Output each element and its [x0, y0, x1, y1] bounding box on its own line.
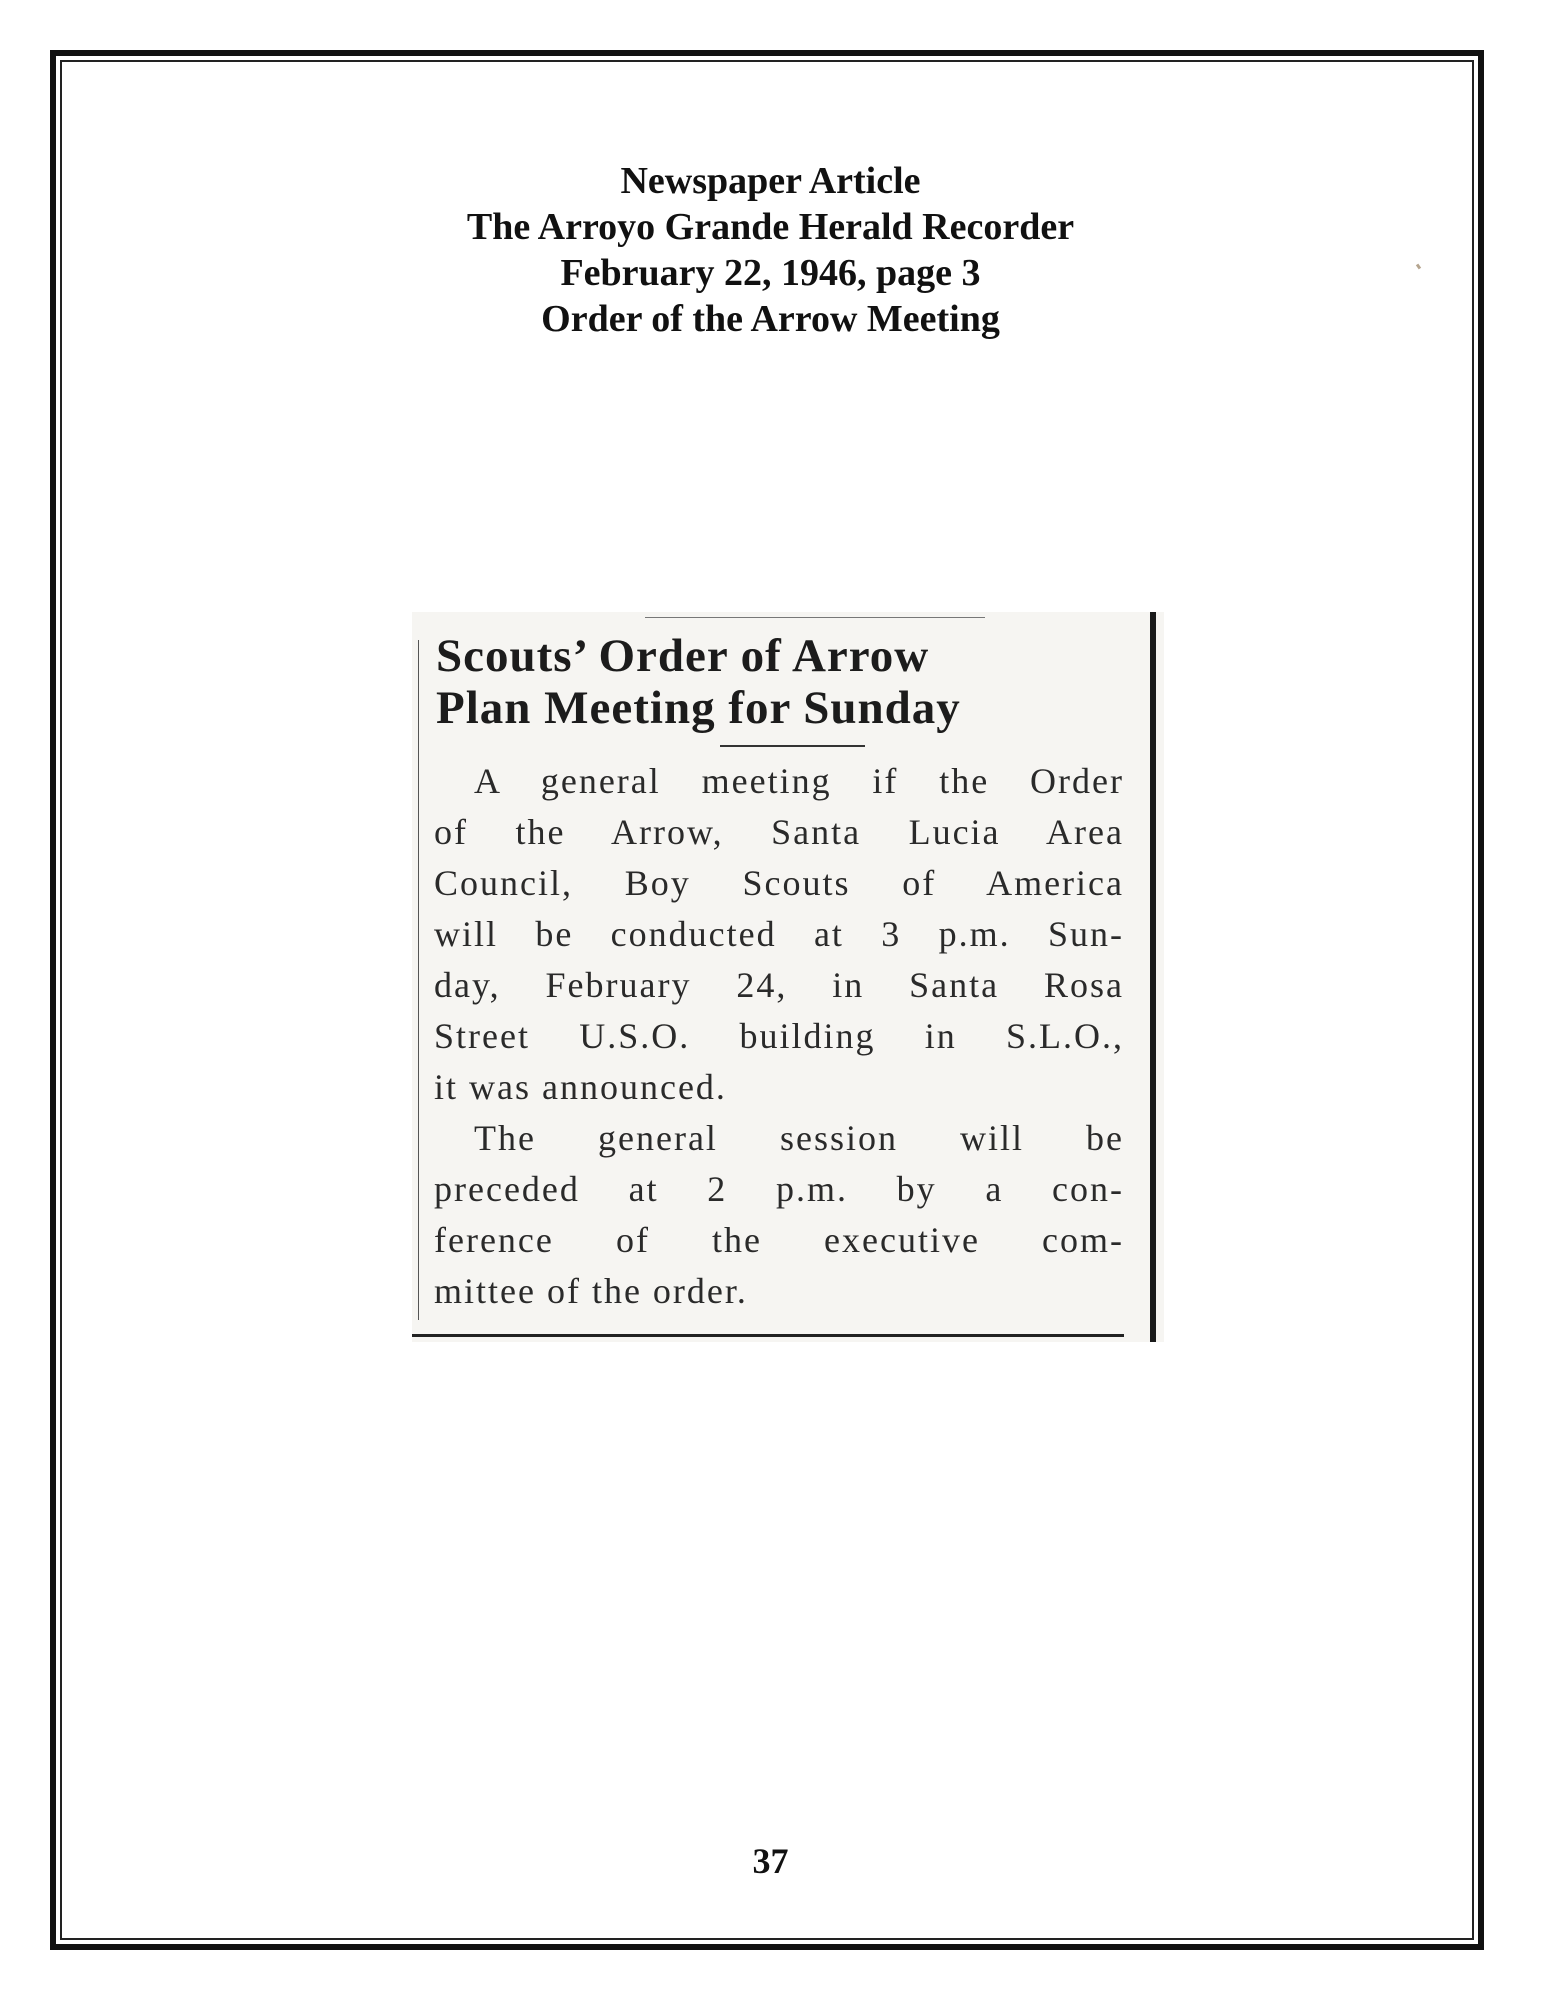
clipping-body [434, 756, 1124, 1317]
body-line: Council, Boy Scouts of America [434, 863, 1124, 903]
clipping-right-rule [1150, 612, 1156, 1342]
clipping-bottom-rule [412, 1334, 1124, 1337]
body-line: day, February 24, in Santa Rosa [434, 965, 1124, 1005]
clipping-top-rule [645, 617, 985, 618]
body-line: mittee of the order. [434, 1271, 748, 1311]
header-line-subject: Order of the Arrow Meeting [541, 298, 1000, 340]
clipping-headline [436, 630, 1136, 734]
header-line-type: Newspaper Article [620, 160, 921, 202]
body-line: Street U.S.O. building in S.L.O., [434, 1016, 1124, 1056]
header-line-date: February 22, 1946, page 3 [560, 252, 981, 294]
clipping-left-rule [418, 640, 419, 1320]
headline-underline-rule [720, 745, 865, 747]
header-line-publication: The Arroyo Grande Herald Recorder [466, 206, 1075, 248]
body-line: it was announced. [434, 1067, 727, 1107]
headline-line-2: Plan Meeting for Sunday [436, 682, 961, 734]
body-line: preceded at 2 p.m. by a con- [434, 1169, 1124, 1209]
body-line: A general meeting if the Order [474, 761, 1124, 801]
body-line: of the Arrow, Santa Lucia Area [434, 812, 1124, 852]
body-line: will be conducted at 3 p.m. Sun- [434, 914, 1124, 954]
document-header [0, 158, 1541, 342]
page-number: 37 [752, 1841, 789, 1881]
body-line: The general session will be [474, 1118, 1124, 1158]
headline-line-1: Scouts’ Order of Arrow [436, 630, 930, 682]
body-line: ference of the executive com- [434, 1220, 1124, 1260]
